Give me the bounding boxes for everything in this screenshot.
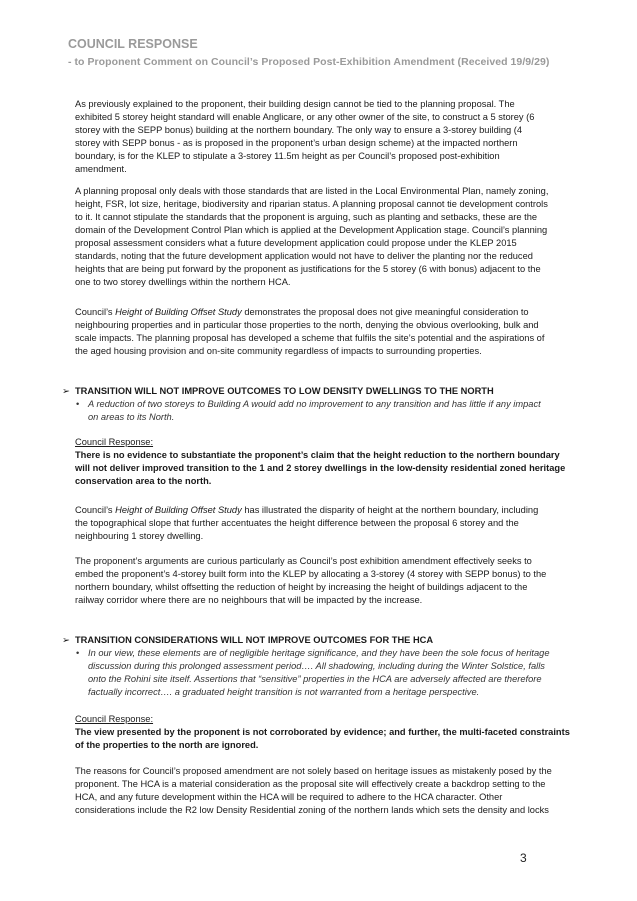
text-line: one to two storey dwellings within the northern HCA. bbox=[75, 277, 291, 287]
document-title: COUNCIL RESPONSE bbox=[68, 37, 198, 51]
paragraph-3 bbox=[75, 306, 544, 358]
section-1-heading bbox=[62, 385, 494, 398]
text-line bbox=[75, 306, 544, 319]
section-2-quote bbox=[76, 647, 550, 699]
council-response-label: Council Response: bbox=[75, 714, 154, 724]
section-2-heading bbox=[62, 634, 433, 647]
text-line: will not deliver improved transition to the 1 and 2 storey dwellings in the low-density residential zoned heritage bbox=[75, 463, 566, 473]
text-line: northern boundary, whilst offsetting the reduction of height by increasing the height of buildings adjacent to the bbox=[75, 582, 528, 592]
section-1-response bbox=[75, 436, 565, 488]
text-line bbox=[75, 504, 538, 517]
text-line: As previously explained to the proponent, their building design cannot be tied to the planning proposal. The bbox=[75, 99, 515, 109]
text-line: the aged housing provision and on-site community regardless of impacts to surrounding properties. bbox=[75, 346, 482, 356]
text-line: proponent. The HCA is a material consideration as the proposal site will effectively create a backdrop setting to the bbox=[75, 779, 546, 789]
text-line: In our view, these elements are of negligible heritage significance, and they have been the sole focus of heritage bbox=[88, 648, 550, 658]
text-line: boundary, is for the KLEP to stipulate a 3-storey 11.5m height as per Council’s proposed post-exhibition bbox=[75, 151, 500, 161]
text-line: A reduction of two storeys to Building A would add no improvement to any transition and has little if any impact bbox=[88, 399, 541, 409]
text-line: HCA, and any future development within the HCA will be required to adhere to the HCA character. Other bbox=[75, 792, 503, 802]
bullet-icon: • bbox=[76, 648, 80, 658]
section-1-paragraph-b bbox=[75, 555, 546, 607]
text-line: storey with the SEPP bonus) building at the northern boundary. The only way to ensure a 3-storey building (4 bbox=[75, 125, 523, 135]
text-line: The proponent’s arguments are curious particularly as Council’s post exhibition amendment effectively seeks to bbox=[75, 556, 532, 566]
text-line: considerations include the R2 low Density Residential zoning of the northern lands which sets the density and locks bbox=[75, 805, 549, 815]
text-line: on areas to its North. bbox=[88, 412, 175, 422]
text-line: heights that are being put forward by the proponent as justifications for the 5 storey (6 with bonus) adjacent to the bbox=[75, 264, 541, 274]
study-title: Height of Building Offset Study bbox=[115, 307, 242, 317]
text-line: proposal assessment considers what a future development application could propose under the KLEP 2015 bbox=[75, 238, 517, 248]
heading-text: TRANSITION CONSIDERATIONS WILL NOT IMPROVE OUTCOMES FOR THE HCA bbox=[75, 635, 434, 645]
text-line: A planning proposal only deals with those standards that are listed in the Local Environmental Plan, namely zoning, bbox=[75, 186, 549, 196]
text-line: factually incorrect…. a graduated height transition is not warranted from a heritage perspective. bbox=[88, 687, 480, 697]
text-line: railway corridor where there are no neighbours that will be impacted by the increase. bbox=[75, 595, 423, 605]
text-line: exhibited 5 storey height standard will enable Anglicare, or any other owner of the site, to construct a 5 storey (6 bbox=[75, 112, 535, 122]
section-1-paragraph-a bbox=[75, 504, 538, 543]
text-span: demonstrates the proposal does not give meaningful consideration to bbox=[241, 307, 529, 317]
text-line: to it. It cannot stipulate the standards that the proponent is arguing, such as planting and setbacks, these are the bbox=[75, 212, 538, 222]
text-line: There is no evidence to substantiate the proponent’s claim that the height reduction to the northern boundary bbox=[75, 450, 560, 460]
study-title: Height of Building Offset Study bbox=[115, 505, 242, 515]
arrow-bullet-icon: ➢ bbox=[62, 386, 70, 396]
page-number: 3 bbox=[520, 851, 527, 865]
text-line: neighbouring properties and in particular those properties to the north, denying the obvious overlooking, bulk and bbox=[75, 320, 539, 330]
council-response-label: Council Response: bbox=[75, 437, 154, 447]
bullet-icon: • bbox=[76, 399, 80, 409]
text-line: The reasons for Council’s proposed amendment are not solely based on heritage issues as mistakenly posed by the bbox=[75, 766, 552, 776]
heading-text: TRANSITION WILL NOT IMPROVE OUTCOMES TO LOW DENSITY DWELLINGS TO THE NORTH bbox=[75, 386, 494, 396]
text-line: neighbouring 1 storey dwelling. bbox=[75, 531, 204, 541]
text-line: onto the Rohini site itself. Assertions that “sensitive” properties in the HCA are adversely affected are therefore bbox=[88, 674, 542, 684]
text-line: discussion during this prolonged assessment period…. All shadowing, including during the Winter Solstice, falls bbox=[88, 661, 545, 671]
text-line: the topographical slope that further accentuates the height difference between the proposal 6 storey and the bbox=[75, 518, 519, 528]
text-span: Council’s bbox=[75, 505, 116, 515]
text-line: height, FSR, lot size, heritage, biodiversity and riparian status. A planning proposal cannot tie development controls bbox=[75, 199, 548, 209]
section-2-response bbox=[75, 713, 570, 752]
text-line: conservation area to the north. bbox=[75, 476, 212, 486]
text-line: embed the proponent’s 4-storey built form into the KLEP by allocating a 3-storey (4 storey with SEPP bonus) to the bbox=[75, 569, 547, 579]
text-line: standards, noting that the future development application would not have to deliver the planting nor the reduced bbox=[75, 251, 533, 261]
text-span: has illustrated the disparity of height at the northern boundary, including bbox=[241, 505, 539, 515]
arrow-bullet-icon: ➢ bbox=[62, 635, 70, 645]
text-line: The view presented by the proponent is not corroborated by evidence; and further, the multi-faceted constraints bbox=[75, 727, 570, 737]
document-subtitle: - to Proponent Comment on Council’s Proposed Post-Exhibition Amendment (Received 19/9/29) bbox=[68, 56, 550, 68]
paragraph-2 bbox=[75, 185, 548, 289]
text-line: storey with SEPP bonus - as is proposed in the proponent’s urban design scheme) at the impacted northern bbox=[75, 138, 518, 148]
section-1-quote bbox=[76, 398, 541, 424]
text-line: amendment. bbox=[75, 164, 127, 174]
section-2-paragraph-a bbox=[75, 765, 552, 817]
paragraph-1 bbox=[75, 98, 534, 176]
text-line: of the properties to the north are ignored. bbox=[75, 740, 259, 750]
text-span: Council’s bbox=[75, 307, 116, 317]
text-line: domain of the Development Control Plan which is applied at the Development Application stage. Council’s planning bbox=[75, 225, 548, 235]
text-line: scale impacts. The planning proposal has developed a scheme that fulfils the site’s potential and the aspirations of bbox=[75, 333, 545, 343]
